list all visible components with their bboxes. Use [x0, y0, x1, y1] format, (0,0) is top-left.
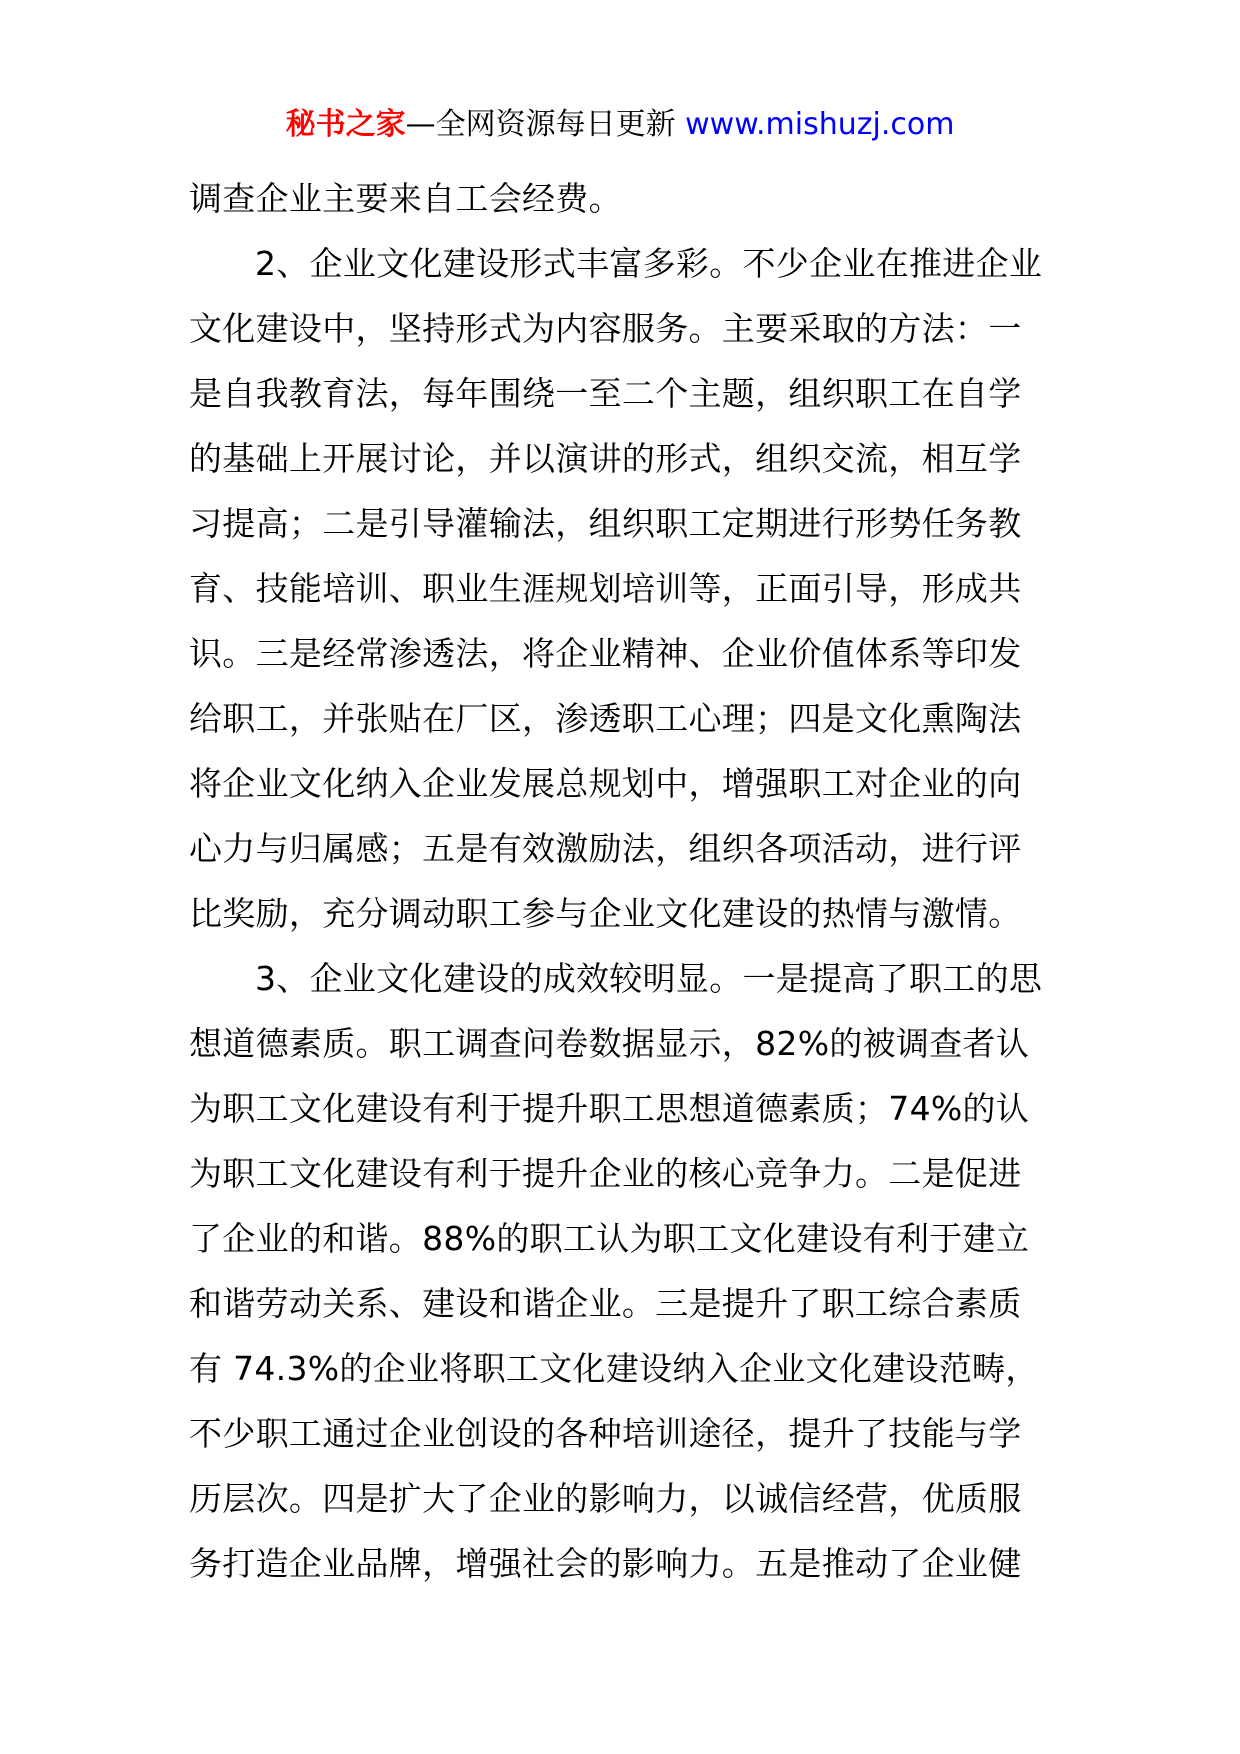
- text-line: 调查企业主要来自工会经费。: [189, 179, 622, 218]
- text-line: 习提高；二是引导灌输法，组织职工定期进行形势任务教: [189, 504, 1022, 543]
- text-line: 不少职工通过企业创设的各种培训途径，提升了技能与学: [189, 1414, 1022, 1453]
- text-line: 有 74.3%的企业将职工文化建设纳入企业文化建设范畴，: [189, 1349, 1039, 1388]
- text-line: 的基础上开展讨论，并以演讲的形式，组织交流，相互学: [189, 439, 1022, 478]
- text-line: 是自我教育法，每年围绕一至二个主题，组织职工在自学: [189, 374, 1022, 413]
- document-body: [189, 166, 1063, 1596]
- text-line: 了企业的和谐。88%的职工认为职工文化建设有利于建立: [189, 1219, 1030, 1258]
- text-line: 为职工文化建设有利于提升职工思想道德素质；74%的认: [189, 1089, 1030, 1128]
- page-header: [0, 100, 1240, 150]
- paragraph-continuation: [189, 166, 1063, 231]
- text-line: 给职工，并张贴在厂区，渗透职工心理；四是文化熏陶法: [189, 699, 1022, 738]
- paragraph-culture-forms: [189, 231, 1063, 946]
- text-line: 识。三是经常渗透法，将企业精神、企业价值体系等印发: [189, 634, 1022, 673]
- text-line: 育、技能培训、职业生涯规划培训等，正面引导，形成共: [189, 569, 1022, 608]
- paragraph-culture-results: [189, 946, 1063, 1596]
- text-line: 历层次。四是扩大了企业的影响力，以诚信经营，优质服: [189, 1479, 1022, 1518]
- text-line: 和谐劳动关系、建设和谐企业。三是提升了职工综合素质: [189, 1284, 1022, 1323]
- brand-name: 秘书之家: [285, 107, 406, 142]
- text-line: 比奖励，充分调动职工参与企业文化建设的热情与激情。: [189, 894, 1022, 933]
- text-line: 心力与归属感；五是有效激励法，组织各项活动，进行评: [189, 829, 1022, 868]
- text-line: 想道德素质。职工调查问卷数据显示，82%的被调查者认: [189, 1024, 1030, 1063]
- text-line: 为职工文化建设有利于提升企业的核心竞争力。二是促进: [189, 1154, 1022, 1193]
- text-line: 3、企业文化建设的成效较明显。一是提高了职工的思: [255, 959, 1043, 998]
- text-line: 将企业文化纳入企业发展总规划中，增强职工对企业的向: [189, 764, 1022, 803]
- text-line: 2、企业文化建设形式丰富多彩。不少企业在推进企业: [255, 244, 1043, 283]
- header-tagline: —全网资源每日更新: [405, 107, 676, 142]
- text-line: 务打造企业品牌，增强社会的影响力。五是推动了企业健: [189, 1544, 1022, 1583]
- text-line: 文化建设中，坚持形式为内容服务。主要采取的方法：一: [189, 309, 1022, 348]
- site-url-link[interactable]: www.mishuzj.com: [685, 107, 955, 142]
